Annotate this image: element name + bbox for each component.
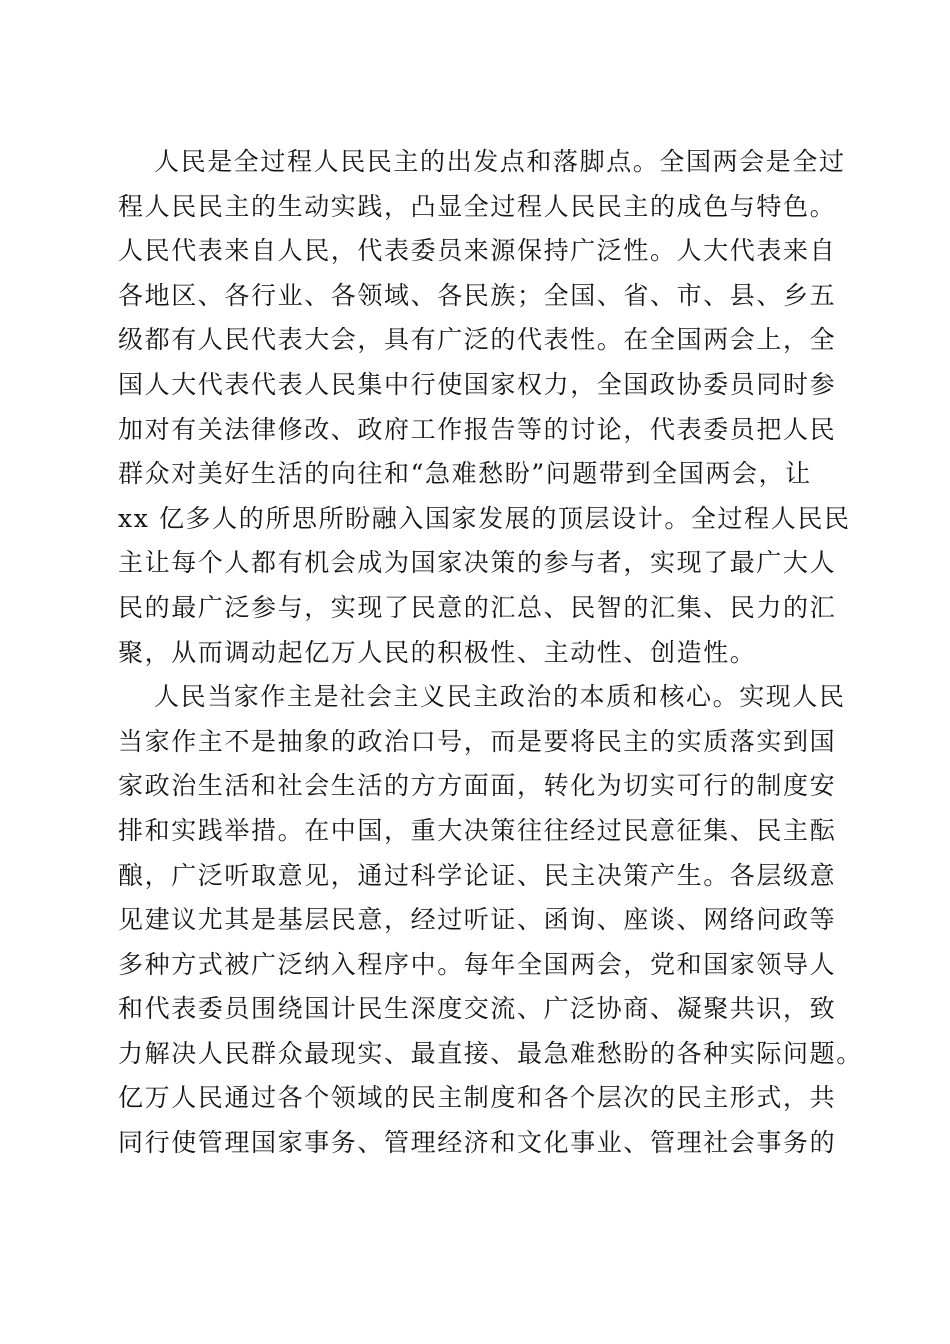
- paragraph-line: xx 亿多人的所思所盼融入国家发展的顶层设计。全过程人民民: [118, 503, 851, 533]
- paragraph-line: 亿万人民通过各个领域的民主制度和各个层次的民主形式，共: [118, 1083, 837, 1113]
- paragraph-line: 主让每个人都有机会成为国家决策的参与者，实现了最广大人: [118, 548, 837, 578]
- paragraph-line: 酿，广泛听取意见，通过科学论证、民主决策产生。各层级意: [118, 860, 837, 890]
- paragraph-line: 家政治生活和社会生活的方方面面，转化为切实可行的制度安: [118, 771, 837, 801]
- paragraph-2: [118, 675, 863, 1166]
- paragraph-1: [118, 140, 851, 675]
- paragraph-line: 各地区、各行业、各领域、各民族；全国、省、市、县、乡五: [118, 280, 837, 310]
- paragraph-line: 人民当家作主是社会主义民主政治的本质和核心。实现人民: [154, 682, 846, 712]
- paragraph-line: 当家作主不是抽象的政治口号，而是要将民主的实质落实到国: [118, 726, 837, 756]
- paragraph-line: 见建议尤其是基层民意，经过听证、函询、座谈、网络问政等: [118, 905, 837, 935]
- paragraph-line: 聚，从而调动起亿万人民的积极性、主动性、创造性。: [118, 637, 757, 667]
- paragraph-line: 国人大代表代表人民集中行使国家权力，全国政协委员同时参: [118, 369, 837, 399]
- paragraph-line: 程人民民主的生动实践，凸显全过程人民民主的成色与特色。: [118, 191, 837, 221]
- paragraph-line: 和代表委员围绕国计民生深度交流、广泛协商、凝聚共识，致: [118, 994, 837, 1024]
- paragraph-line: 力解决人民群众最现实、最直接、最急难愁盼的各种实际问题。: [118, 1038, 863, 1068]
- paragraph-line: 人民代表来自人民，代表委员来源保持广泛性。人大代表来自: [118, 236, 837, 266]
- paragraph-line: 群众对美好生活的向往和“急难愁盼”问题带到全国两会，让: [118, 459, 812, 489]
- body-text: [118, 140, 863, 1166]
- paragraph-line: 民的最广泛参与，实现了民意的汇总、民智的汇集、民力的汇: [118, 592, 837, 622]
- paragraph-line: 同行使管理国家事务、管理经济和文化事业、管理社会事务的: [118, 1128, 837, 1158]
- paragraph-line: 多种方式被广泛纳入程序中。每年全国两会，党和国家领导人: [118, 949, 837, 979]
- paragraph-line: 人民是全过程人民民主的出发点和落脚点。全国两会是全过: [154, 147, 846, 176]
- paragraph-line: 级都有人民代表大会，具有广泛的代表性。在全国两会上，全: [118, 325, 837, 355]
- paragraph-line: 加对有关法律修改、政府工作报告等的讨论，代表委员把人民: [118, 414, 837, 444]
- paragraph-line: 排和实践举措。在中国，重大决策往往经过民意征集、民主酝: [118, 815, 837, 845]
